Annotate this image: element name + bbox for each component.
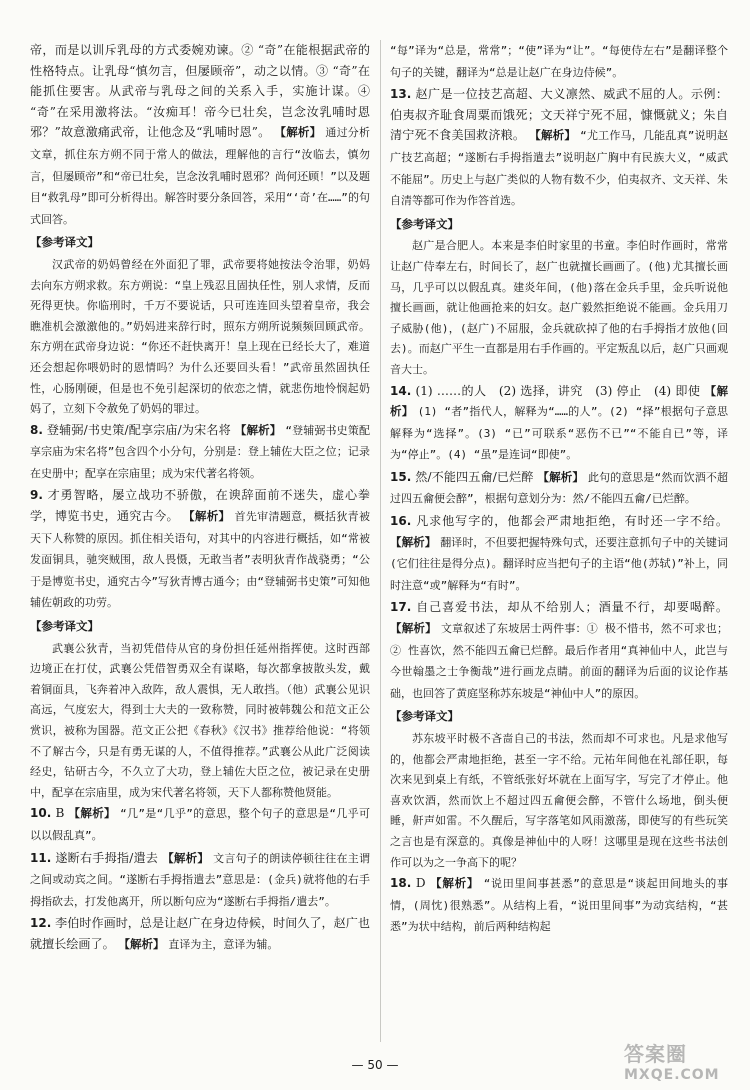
answer-text: D	[415, 876, 426, 891]
analysis-text: “几”是“几乎”的意思，整个句子的意思是“几乎可以以假乱真”。	[30, 807, 370, 842]
translation-text: 武襄公狄青，当初凭借侍从官的身份担任延州指挥使。这时西部边境正在打仗，武襄公凭借智勇双全有谋略，每次都拿披散头发，戴着铜面具，飞奔着冲入敌阵，敌人震惧，无人敢挡。（他）武襄公见识高远，气度宏大，得到士大夫的一致称赞，同时被韩魏公和范文正公赏识，被称为国器。范文正公把《春秋》《汉书》推荐给他说：“将领不了解古今，只是有勇无谋的人，不值得推荐。”武襄公从此广泛阅读经史，钻研古今，不久立了大功，登上辅佐大臣之位，被记录在史册中，配享在宗庙里，成为宋代著名将领，天下人都称赞他贤能。	[30, 641, 370, 799]
analysis-tag: 【解析】	[183, 509, 231, 524]
answer-text: 帝，而是以训斥乳母的方式委婉劝谏。② “奇”在能根据武帝的性格特点。让乳母“慎勿言，但屡顾帝”，动之以情。③ “奇”在能抓住要害。从武帝与乳母之间的关系入手，实施计谋。④ “奇”在采用激将法。“汝痴耳！帝今已壮矣，岂念汝乳哺时恩邪？”故意激痛武帝，让他念及“乳哺时恩”。	[30, 43, 370, 140]
item-17	[390, 597, 728, 704]
analysis-tag: 【解析】	[537, 469, 584, 484]
page-number: — 50 —	[351, 1058, 399, 1072]
analysis-text: (1) “者”指代人，解释为“……的人”。(2) “择”根据句子意思解释为“选择”。(3) “已”可联系“恶伤不已”“不能自已”等，译为“停止”。(4) “虽”是连词“即使”。	[390, 405, 728, 462]
answer-text: 然/不能四五龠/已烂醉	[415, 469, 534, 484]
item-13	[390, 84, 728, 212]
analysis-text: 文章叙述了东坡居士两件事：① 极不惜书，然不可求也；② 性喜饮，然不能四五龠已烂醉。最后作者用“真神仙中人，此岂与今世翰墨之士争衡哉”进行画龙点睛。前面的翻译为后面的议论作基础，也回答了黄庭坚称苏东坡是“神仙中人”的原因。	[390, 622, 728, 700]
item-number: 9.	[30, 488, 43, 503]
translation-text: 苏东坡平时极不吝啬自己的书法，然而却不可求也。凡是求他写的，他都会严肃地拒绝，甚至一字不给。元祐年间他在礼部任职，每次来见到桌上有纸，不管纸张好坏就在上面写字，写完了才停止。他喜欢饮酒，然而饮上不超过四五龠便会醉，不管什么场地，倒头便睡，鼾声如雷。不久醒后，写字落笔如风雨激荡，即使写的有些玩笑之言也是有深意的。真像是神仙中的人呀！这哪里是现在这些书法创作可以为之一争高下的呢？	[390, 732, 728, 869]
item-number: 18.	[390, 876, 412, 891]
analysis-tag: 【解析】	[234, 422, 282, 437]
analysis-tag: 【解析】	[118, 936, 165, 951]
analysis-tag: 【解析】	[430, 876, 480, 891]
item-11	[30, 848, 370, 913]
analysis-text: 文言句子的朗读停顿往往在主谓之间或动宾之间。“遂断右手拇指遣去”意思是：(金兵)就将他的右手拇指砍去，打发他离开，所以断句应为“遂断右手拇指/遣去”。	[30, 851, 370, 908]
analysis-tag: 【解析】	[274, 125, 322, 140]
item-12	[30, 913, 370, 955]
analysis-text: “登辅弼书史策配享宗庙为宋名将”包含四个小分句，分别是：登上辅佐大臣之位；记录在史册中；配享在宗庙里；成为宋代著名将领。	[30, 423, 370, 480]
answer-text: 遂断右手拇指/遣去	[55, 850, 159, 865]
item-14	[390, 381, 728, 466]
translation-heading: 【参考译文】	[30, 235, 99, 250]
analysis-tag: 【解析】	[390, 621, 437, 636]
analysis-text: 首先审清题意，概括狄青被天下人称赞的原因。抓住相关语句，对其中的内容进行概括，如“常被发面铜具，驰突贼围，敌人畏慑，无敢当者”表明狄青作战骁勇；“公于是博览书史，通究古今”写狄青博古通今；由“登辅弼书史策”可知他辅佐朝政的功劳。	[30, 510, 370, 610]
answer-text: 凡求他写字的，他都会严肃地拒绝，有时还一字不给。	[416, 514, 728, 529]
item-16	[390, 511, 728, 596]
analysis-tag: 【解析】	[162, 850, 210, 865]
translation-heading: 【参考译文】	[390, 709, 459, 724]
analysis-tag: 【解析】	[390, 534, 437, 549]
left-column	[30, 40, 370, 1042]
item-number: 17.	[390, 600, 412, 615]
analysis-text: 通过分析文章，抓住东方朔不同于常人的做法，理解他的言行“汝临去，慎勿言，但屡顾帝”和“帝已壮矣，岂念汝乳哺时恩邪？尚何还顾！”以及题目“救乳母”即可分析得出。解答时要分条回答，采用“‘奇’在……”的句式回答。	[30, 126, 370, 226]
item-number: 14.	[390, 383, 412, 398]
analysis-text: “每”译为“总是，常常”；“使”译为“让”。“每使侍左右”是翻译整个句子的关键，翻译为“总是让赵广在身边侍候”。	[390, 44, 728, 79]
analysis-text: 直译为主，意译为辅。	[168, 937, 279, 951]
analysis-text: “说田里间事甚悉”的意思是“谈起田间地头的事情，(周忱)很熟悉”。从结构上看，“说田里间事”为动宾结构，“甚悉”为状中结构，前后两种结构起	[390, 877, 728, 934]
item-number: 16.	[390, 514, 412, 529]
translation-text: 汉武帝的奶妈曾经在外面犯了罪，武帝要将她按法令治罪，奶妈去向东方朔求救。东方朔说：“皇上残忍且固执任性，别人求情，反而死得更快。你临刑时，千万不要说话，只可连连回头望着皇帝，我会瞧准机会激激他的。”奶妈进来辞行时，照东方朔所说频频回顾武帝。东方朔在武帝身边说：“你还不赶快离开！皇上现在已经长大了，难道还会想起你喂奶时的恩情吗？为什么还要回头看！”武帝虽然固执任性，心肠刚硬，但是也不免引起深切的依恋之情，就悲伤地怜悯起奶妈了，立刻下令赦免了奶妈的罪过。	[30, 257, 370, 416]
item-7-continuation	[30, 40, 370, 230]
item-10	[30, 803, 370, 846]
analysis-text: 翻译时，不但要把握特殊句式，还要注意抓句子中的关键词(它们往往是得分点)。翻译时应当把句子的主语“他(苏轼)”补上，同时注意“或”解释为“有时”。	[390, 535, 728, 592]
answer-text: (1) ……的人 (2) 选择，讲究 (3) 停止 (4) 即使	[415, 383, 701, 398]
analysis-tag: 【解析】	[68, 806, 116, 821]
item-number: 12.	[30, 916, 52, 931]
translation-heading: 【参考译文】	[30, 619, 99, 634]
right-column	[390, 40, 728, 1042]
answer-text: 自己喜爱书法，却从不给别人；酒量不行，却要喝醉。	[416, 600, 728, 615]
item-number: 15.	[390, 469, 412, 484]
column-divider	[380, 40, 381, 1042]
analysis-tag: 【解析】	[390, 383, 728, 419]
item-number: 13.	[390, 87, 412, 102]
analysis-text: 此句的意思是“然而饮酒不超过四五龠便会醉”，根据句意划分为：然/不能四五龠/已烂醉。	[390, 470, 728, 506]
item-15	[390, 467, 728, 510]
answer-text: 李伯时作画时，总是让赵广在身边侍候，时间久了，赵广也就擅长绘画了。	[30, 916, 370, 951]
item-number: 10.	[30, 806, 52, 821]
site-watermark	[624, 1038, 736, 1082]
translation-heading: 【参考译文】	[390, 216, 459, 231]
watermark-logo: 答案圈	[624, 1042, 687, 1066]
item-18	[390, 873, 728, 938]
analysis-tag: 【解析】	[529, 128, 577, 143]
answer-text: 赵广是一位技艺高超、大义凛然、威武不屈的人。示例：伯夷叔齐耻食周粟而饿死；文天祥宁死不屈，慷慨就义；朱自清宁死不食美国救济粮。	[390, 87, 728, 143]
translation-text: 赵广是合肥人。本来是李伯时家里的书童。李伯时作画时，常常让赵广侍奉左右，时间长了，赵广也就擅长画画了。(他)尤其擅长画马，几乎可以以假乱真。建炎年间，(他)落在金兵手里，金兵听说他擅长画画，就让他画抢来的妇女。赵广毅然拒绝说不能画。金兵用刀子威胁(他)，(赵广)不屈服，金兵就砍掉了他的右手拇指才放他(回去)。而赵广平生一直都是用右手作画的。平定叛乱以后，赵广只画观音大士。	[390, 239, 728, 376]
item-12-continuation	[390, 40, 728, 83]
answer-text: B	[55, 806, 65, 821]
answer-text: 登辅弼/书史策/配享宗庙/为宋名将	[46, 422, 231, 437]
analysis-text: “尤工作马，几能乱真”说明赵广技艺高超；“遂断右手拇指遣去”说明赵广胸中有民族大义，“威武不能屈”。历史上与赵广类似的人物有数不少，伯夷叔齐、文天祥、朱自清等都可作为作答首选。	[390, 129, 728, 208]
item-number: 8.	[30, 422, 43, 437]
item-number: 11.	[30, 850, 52, 865]
item-9	[30, 485, 370, 614]
watermark-site: MXQE.COM	[624, 1067, 720, 1083]
answer-text: 才勇智略，屡立战功不骄傲，在谀辞面前不迷失，虚心拳学，博览书史，通究古今。	[30, 488, 370, 524]
item-8	[30, 420, 370, 485]
